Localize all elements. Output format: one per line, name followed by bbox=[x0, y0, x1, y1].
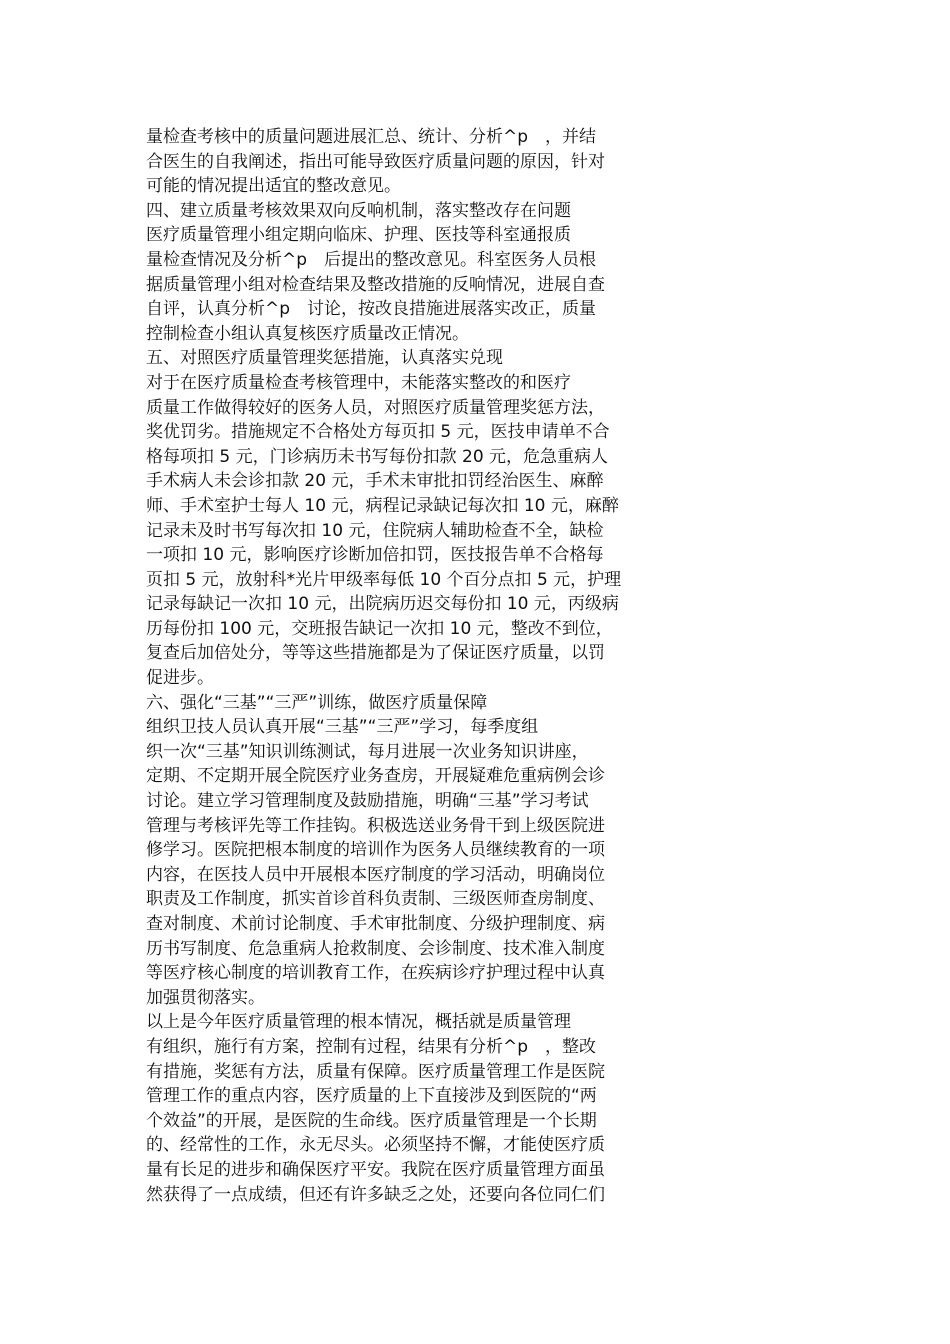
text-line: 六、强化“三基”“三严”训练，做医疗质量保障 bbox=[146, 692, 488, 713]
text-line: 可能的情况提出适宜的整改意见。 bbox=[146, 176, 401, 197]
text-line: 四、建立质量考核效果双向反响机制，落实整改存在问题 bbox=[146, 200, 571, 221]
text-line: 的、经常性的工作，永无尽头。必须坚持不懈，才能使医疗质 bbox=[146, 1135, 605, 1156]
text-line: 控制检查小组认真复核医疗质量改正情况。 bbox=[146, 323, 469, 344]
text-line: 复查后加倍处分，等等这些措施都是为了保证医疗质量，以罚 bbox=[146, 643, 605, 664]
text-line: 格每项扣 5 元，门诊病历未书写每份扣款 20 元，危急重病人 bbox=[146, 446, 609, 467]
text-line: 历书写制度、危急重病人抢救制度、会诊制度、技术准入制度 bbox=[146, 938, 605, 959]
text-line: 医疗质量管理小组定期向临床、护理、医技等科室通报质 bbox=[146, 225, 571, 246]
text-line: 以上是今年医疗质量管理的根本情况，概括就是质量管理 bbox=[146, 1012, 571, 1033]
text-line: 对于在医疗质量检查考核管理中，未能落实整改的和医疗 bbox=[146, 372, 571, 393]
text-line: 查对制度、术前讨论制度、手术审批制度、分级护理制度、病 bbox=[146, 914, 605, 934]
text-line: 师、手术室护士每人 10 元，病程记录缺记每次扣 10 元，麻醉 bbox=[146, 495, 619, 516]
text-line: 奖优罚劣。措施规定不合格处方每页扣 5 元，医技申请单不合 bbox=[146, 422, 610, 443]
text-line: 记录每缺记一次扣 10 元，出院病历迟交每份扣 10 元，丙级病 bbox=[146, 594, 619, 615]
text-line: 管理与考核评先等工作挂钩。积极选送业务骨干到上级医院进 bbox=[146, 815, 605, 836]
text-line: 自评，认真分析^p 讨论，按改良措施进展落实改正，质量 bbox=[146, 299, 597, 320]
text-line: 历每份扣 100 元，交班报告缺记一次扣 10 元，整改不到位， bbox=[146, 618, 613, 639]
text-line: 讨论。建立学习管理制度及鼓励措施，明确“三基”学习考试 bbox=[146, 791, 589, 812]
text-line: 量检查考核中的质量问题进展汇总、统计、分析^p ，并结 bbox=[146, 127, 597, 147]
text-line: 组织卫技人员认真开展“三基”“三严”学习，每季度组 bbox=[146, 717, 539, 738]
text-line: 据质量管理小组对检查结果及整改措施的反响情况，进展自查 bbox=[146, 274, 605, 295]
text-line: 加强贯彻落实。 bbox=[146, 987, 265, 1008]
text-line: 等医疗核心制度的培训教育工作，在疾病诊疗护理过程中认真 bbox=[146, 963, 605, 984]
text-line: 合医生的自我阐述，指出可能导致医疗质量问题的原因，针对 bbox=[146, 151, 605, 172]
text-line: 管理工作的重点内容，医疗质量的上下直接涉及到医院的“两 bbox=[146, 1086, 597, 1107]
text-line: 手术病人未会诊扣款 20 元，手术未审批扣罚经治医生、麻醉 bbox=[146, 471, 604, 492]
text-line: 量有长足的进步和确保医疗平安。我院在医疗质量管理方面虽 bbox=[146, 1159, 605, 1180]
text-line: 五、对照医疗质量管理奖惩措施，认真落实兑现 bbox=[146, 348, 503, 369]
document-body bbox=[146, 125, 666, 1207]
text-line: 个效益”的开展，是医院的生命线。医疗质量管理是一个长期 bbox=[146, 1110, 597, 1131]
text-line: 质量工作做得较好的医务人员，对照医疗质量管理奖惩方法， bbox=[146, 397, 605, 418]
text-line: 一项扣 10 元，影响医疗诊断加倍扣罚，医技报告单不合格每 bbox=[146, 545, 604, 566]
text-line: 织一次“三基”知识训练测试，每月进展一次业务知识讲座， bbox=[146, 741, 589, 762]
text-line: 页扣 5 元，放射科*光片甲级率每低 10 个百分点扣 5 元，护理 bbox=[146, 569, 622, 590]
text-line: 促进步。 bbox=[146, 668, 214, 689]
text-line: 记录未及时书写每次扣 10 元，住院病人辅助检查不全，缺检 bbox=[146, 520, 604, 541]
text-line: 修学习。医院把根本制度的培训作为医务人员继续教育的一项 bbox=[146, 840, 605, 861]
text-line: 内容，在医技人员中开展根本医疗制度的学习活动，明确岗位 bbox=[146, 864, 605, 885]
text-line: 职责及工作制度，抓实首诊首科负责制、三级医师查房制度、 bbox=[146, 889, 605, 910]
text-line: 有组织，施行有方案，控制有过程，结果有分析^p ，整改 bbox=[146, 1036, 597, 1057]
text-line: 有措施，奖惩有方法，质量有保障。医疗质量管理工作是医院 bbox=[146, 1061, 605, 1082]
text-line: 然获得了一点成绩，但还有许多缺乏之处，还要向各位同仁们 bbox=[146, 1184, 605, 1205]
text-line: 定期、不定期开展全院医疗业务查房，开展疑难危重病例会诊 bbox=[146, 766, 605, 787]
text-line: 量检查情况及分析^p 后提出的整改意见。科室医务人员根 bbox=[146, 249, 597, 270]
